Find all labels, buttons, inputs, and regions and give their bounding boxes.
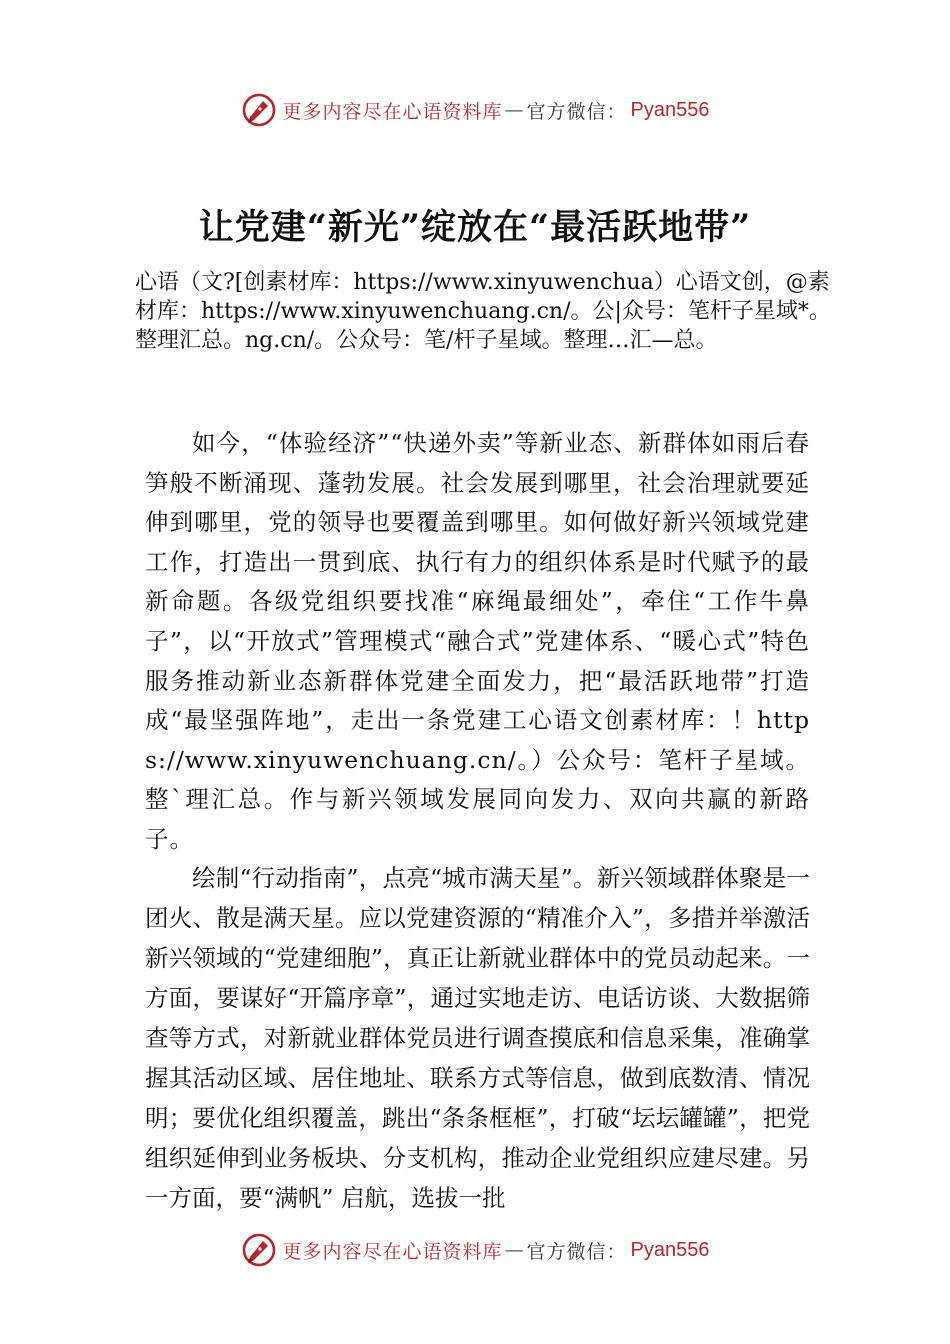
source-note: 心语（文?[创素材库：https://www.xinyuwenchua）心语文创，@素材库：https://www.xinyuwenchuang.cn/。公|众号：笔杆子星域*。整理汇总。ng.cn/。公众号：笔/杆子星域。整理…汇—总。 [135, 270, 831, 353]
banner-official-label: 官方微信： [526, 100, 627, 123]
banner-wechat-id: Pyan556 [630, 1238, 710, 1261]
banner-dash: — [504, 1239, 525, 1261]
banner-wechat-id: Pyan556 [630, 98, 710, 121]
body-paragraph: 绘制“行动指南”，点亮“城市满天星”。新兴领域群体聚是一团火、散是满天星。应以党建资源的“精准介入”，多措并举激活新兴领域的“党建细胞”，真正让新就业群体中的党员动起来。一方面，要谋好“开篇序章”，通过实地走访、电话访谈、大数据筛查等方式，对新就业群体党员进行调查摸底和信息采集，准确掌握其活动区域、居住地址、联系方式等信息，做到底数清、情况明；要优化组织覆盖，跳出“条条框框”，打破“坛坛罐罐”，把党组织延伸到业务板块、分支机构，推动企业党组织应建尽建。另一方面，要“满帆” 启航，选拔一批 [145, 864, 810, 1212]
body-paragraph: 如今，“体验经济”“快递外卖”等新业态、新群体如雨后春笋般不断涌现、蓬勃发展。社会发展到哪里，社会治理就要延伸到哪里，党的领导也要覆盖到哪里。如何做好新兴领域党建工作，打造出一贯到底、执行有力的组织体系是时代赋予的最新命题。各级党组织要找准“麻绳最细处”，牵住“工作牛鼻子”，以“开放式”管理模式“融合式”党建体系、“暖心式”特色服务推动新业态新群体党建全面发力，把“最活跃地带”打造成“最坚强阵地”，走出一条党建工心语文创素材库：！https://www.xinyuwenchuang.cn/。）公众号：笔杆子星域。整`理汇总。作与新兴领域发展同向发力、双向共赢的新路子。 [145, 429, 810, 853]
banner-dash: — [504, 99, 525, 121]
banner-slogan: 更多内容尽在心语资料库 [282, 100, 503, 123]
header-banner [0, 92, 950, 128]
banner-slogan: 更多内容尽在心语资料库 [282, 1240, 503, 1263]
article-title: 让党建“新光”绽放在“最活跃地带” [198, 207, 752, 248]
banner-official-label: 官方微信： [526, 1240, 627, 1263]
pen-nib-logo-icon [241, 1232, 277, 1268]
pen-nib-logo-icon [241, 92, 277, 128]
footer-banner [0, 1232, 950, 1268]
